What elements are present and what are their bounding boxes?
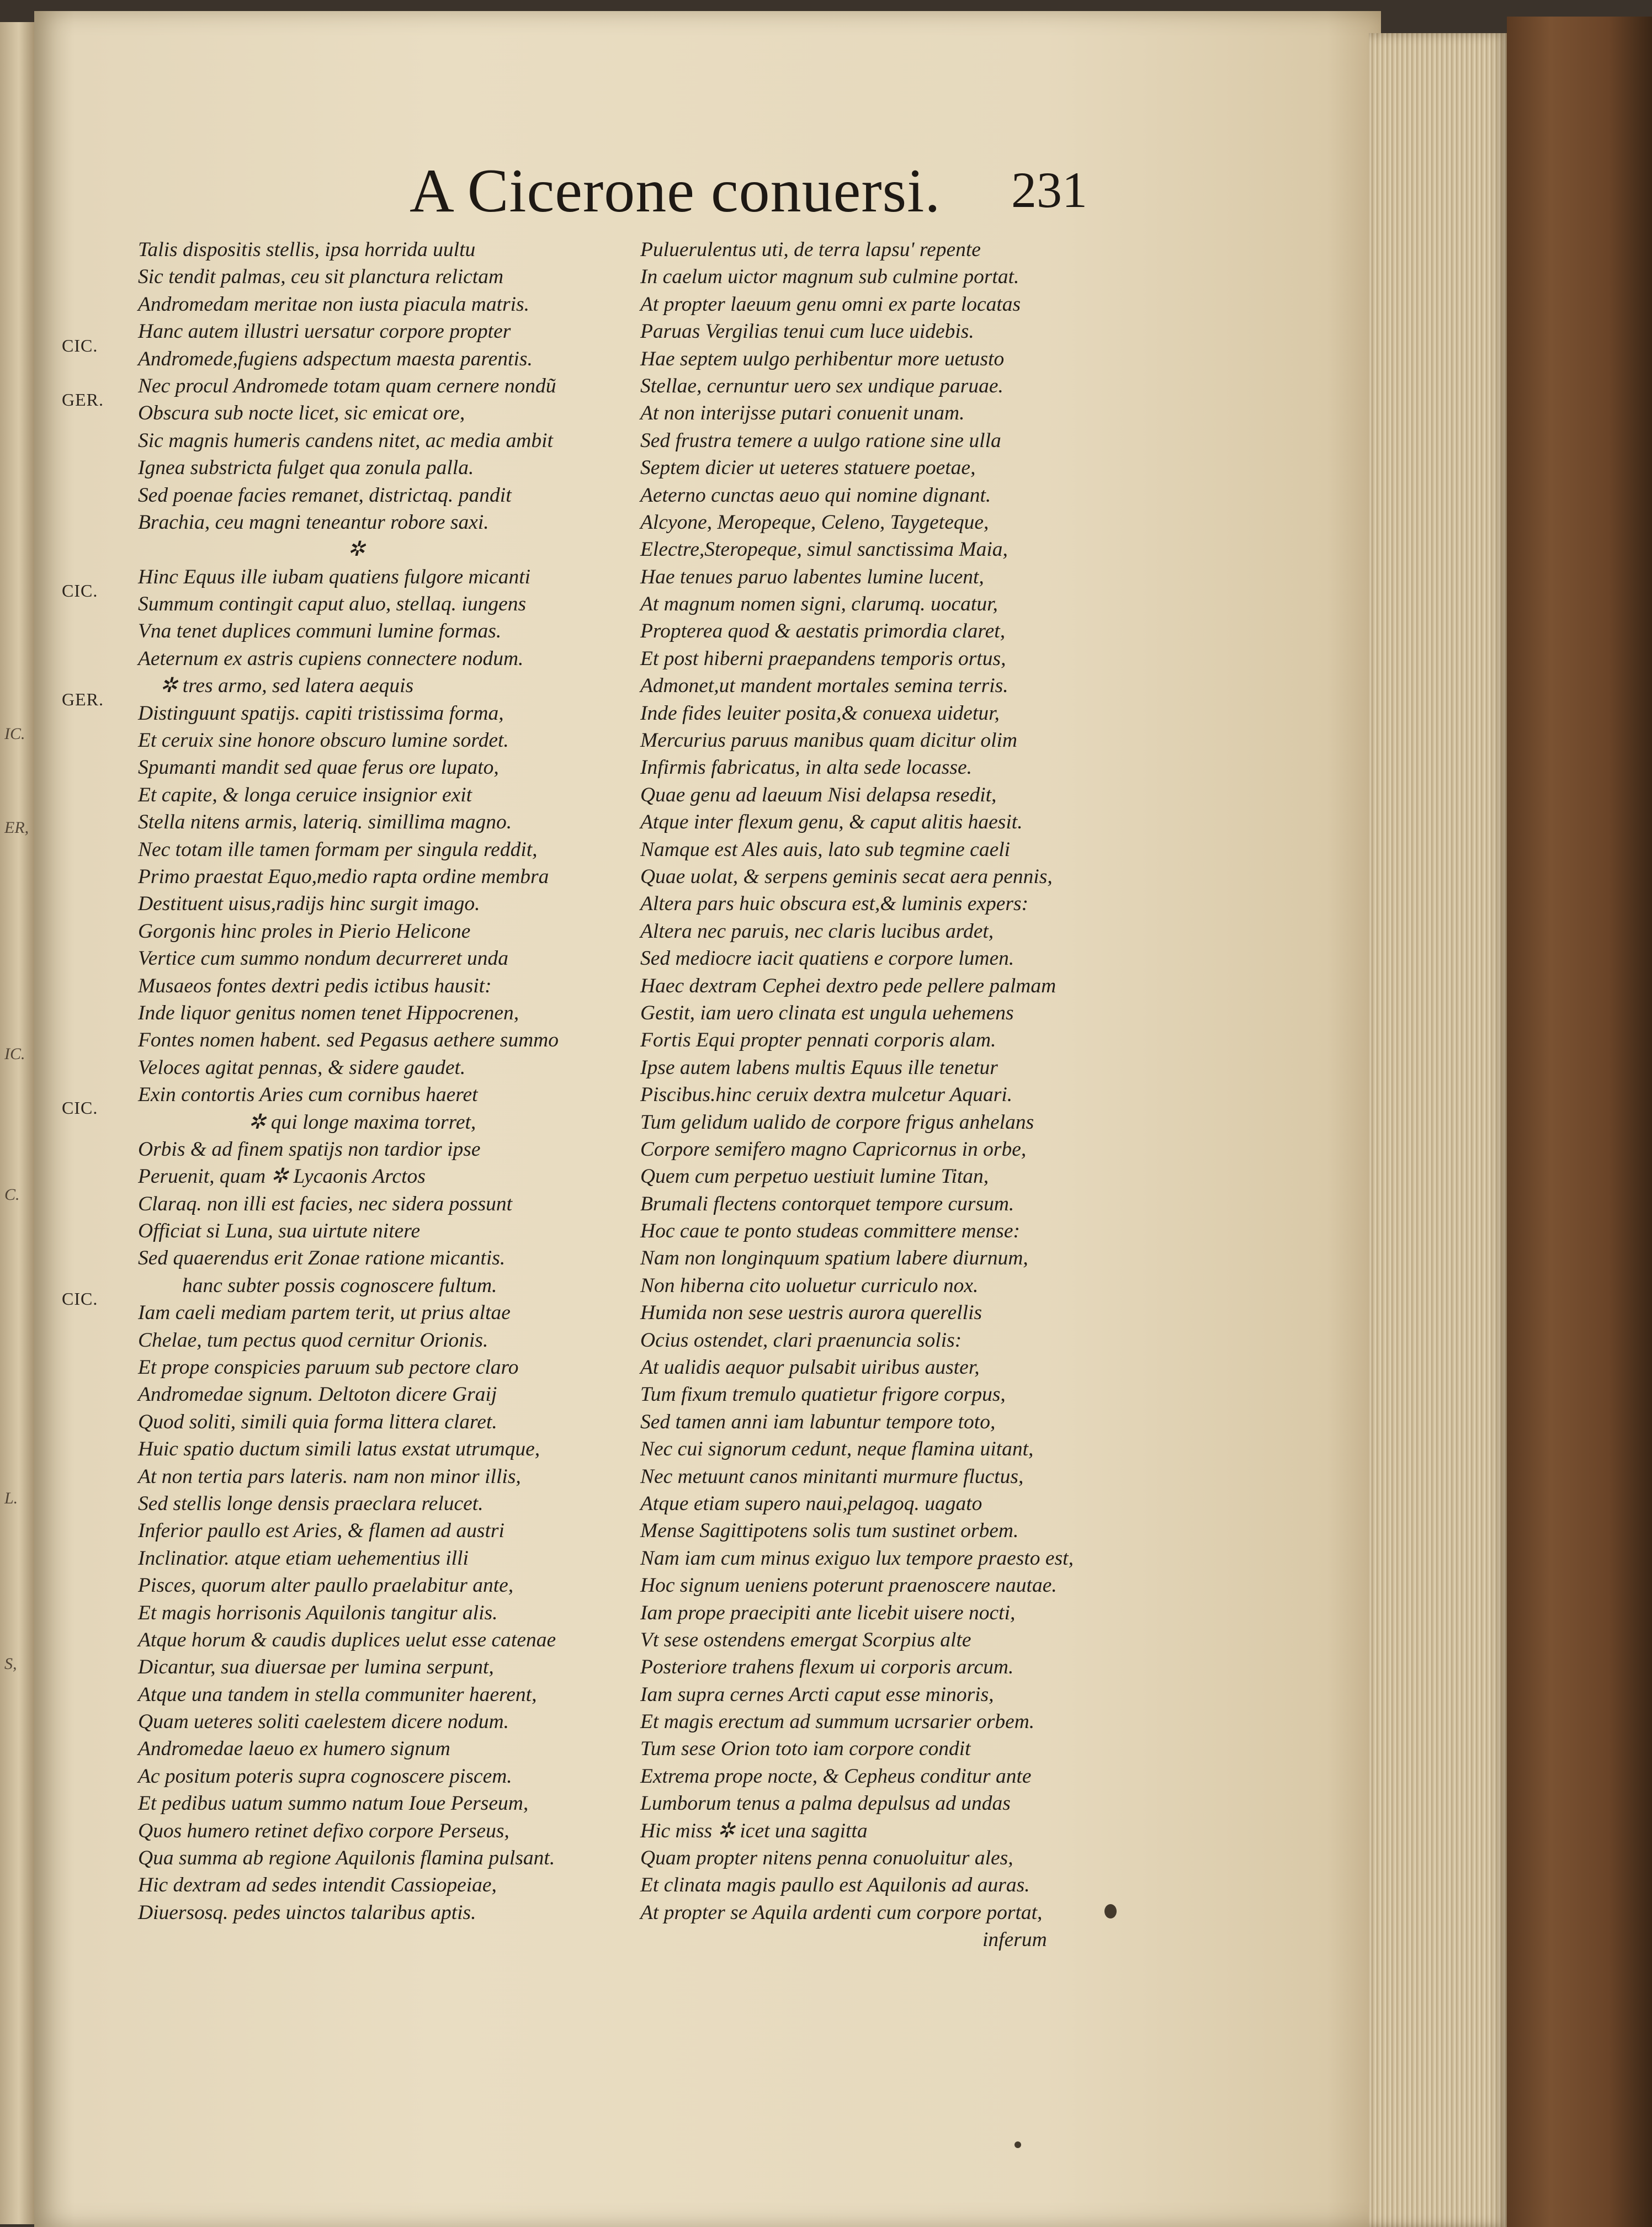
verse-line: Piscibus.hinc ceruix dextra mulcetur Aquari. <box>640 1083 1013 1107</box>
verse-line: Hic miss ✲ icet una sagitta <box>640 1819 868 1842</box>
verse-line: Septem dicier ut ueteres statuere poetae, <box>640 456 976 480</box>
running-head: A Cicerone conuersi. <box>410 157 941 225</box>
facing-page-note: IC. <box>4 1045 25 1063</box>
verse-line: Haec dextram Cephei dextro pede pellere palmam <box>640 974 1056 997</box>
facing-page-note: C. <box>4 1186 20 1204</box>
verse-line: Gorgonis hinc proles in Pierio Helicone <box>138 919 471 943</box>
verse-line: Vna tenet duplices communi lumine formas. <box>138 620 502 643</box>
verse-line: Destituent uisus,radijs hinc surgit imago. <box>138 892 480 916</box>
verse-line: inferum <box>982 1928 1047 1952</box>
verse-line: Inde fides leuiter posita,& conuexa uidetur, <box>640 701 1000 725</box>
verse-line: Summum contingit caput aluo, stellaq. iungens <box>138 593 527 616</box>
verse-line: Brachia, ceu magni teneantur robore saxi. <box>138 511 489 534</box>
verse-line: Andromede,fugiens adspectum maesta parentis. <box>138 347 533 370</box>
verse-line: Hae tenues paruo labentes lumine lucent, <box>640 565 984 588</box>
verse-line: Quam propter nitens penna conuoluitur ales, <box>640 1847 1013 1870</box>
verse-line: Tum sese Orion toto iam corpore condit <box>640 1737 971 1761</box>
verse-line: Namque est Ales auis, lato sub tegmine caeli <box>640 838 1011 861</box>
verse-line: Posteriore trahens flexum ui corporis arcum. <box>640 1656 1014 1679</box>
verse-line: Quae uolat, & serpens geminis secat aera pennis, <box>640 865 1053 888</box>
verse-line: Spumanti mandit sed quae ferus ore lupato, <box>138 756 499 779</box>
verse-line: Hanc autem illustri uersatur corpore propter <box>138 320 511 343</box>
verse-line: Obscura sub nocte licet, sic emicat ore, <box>138 402 465 425</box>
verse-line: Tum gelidum ualido de corpore frigus anhelans <box>640 1110 1034 1134</box>
verse-line: Nec cui signorum cedunt, neque flamina uitant, <box>640 1438 1034 1461</box>
verse-line: Dicantur, sua diuersae per lumina serpunt, <box>138 1656 494 1679</box>
verse-line: At propter laeuum genu omni ex parte locatas <box>640 293 1021 316</box>
verse-line: Quam ueteres soliti caelestem dicere nodum. <box>138 1710 509 1734</box>
verse-line: Electre,Steropeque, simul sanctissima Maia, <box>640 538 1008 561</box>
verse-line: Vertice cum summo nondum decurreret unda <box>138 947 509 970</box>
verse-line: Inclinatior. atque etiam uehementius illi <box>138 1546 469 1570</box>
verse-line: Hoc signum ueniens poterunt praenoscere nautae. <box>640 1574 1057 1597</box>
verse-line: At non interijsse putari conuenit unam. <box>640 402 965 425</box>
facing-page-note: S, <box>4 1655 17 1673</box>
verse-line: Sic magnis humeris candens nitet, ac media ambit <box>138 429 553 452</box>
page-fore-edge <box>1369 33 1507 2227</box>
verse-line: Stella nitens armis, lateriq. simillima magno. <box>138 811 512 834</box>
verse-line: Brumali flectens contorquet tempore cursum. <box>640 1192 1014 1215</box>
margin-note: GER. <box>62 390 104 410</box>
verse-line: Nec metuunt canos minitanti murmure fluctus, <box>640 1465 1024 1488</box>
verse-line: Altera nec paruis, nec claris lucibus ardet, <box>640 919 994 943</box>
verse-line: Sed stellis longe densis praeclara relucet. <box>138 1492 484 1515</box>
margin-note: CIC. <box>62 581 98 600</box>
verse-line: Sed tamen anni iam labuntur tempore toto, <box>640 1410 996 1433</box>
verse-line: Mercurius paruus manibus quam dicitur olim <box>640 729 1017 752</box>
verse-line: Atque inter flexum genu, & caput alitis haesit. <box>640 811 1023 834</box>
left-facing-page <box>0 22 34 2224</box>
verse-line: Extrema prope nocte, & Cepheus conditur ante <box>640 1764 1032 1788</box>
verse-line: Quod soliti, simili quia forma littera claret. <box>138 1410 497 1433</box>
verse-line: hanc subter possis cognoscere fultum. <box>182 1274 497 1297</box>
verse-line: Fontes nomen habent. sed Pegasus aethere summo <box>138 1029 559 1052</box>
verse-line: Quem cum perpetuo uestiuit lumine Titan, <box>640 1165 989 1188</box>
verse-line: Inferior paullo est Aries, & flamen ad austri <box>138 1519 504 1543</box>
margin-note: CIC. <box>62 336 98 355</box>
verse-line: Distinguunt spatijs. capiti tristissima forma, <box>138 701 504 725</box>
verse-line: Atque etiam supero naui,pelagoq. uagato <box>640 1492 982 1515</box>
margin-note: GER. <box>62 689 104 709</box>
verse-line: Diuersosq. pedes uinctos talaribus aptis. <box>138 1901 476 1924</box>
verse-line: Et capite, & longa ceruice insignior exit <box>138 783 472 806</box>
verse-line: Pisces, quorum alter paullo praelabitur ante, <box>138 1574 514 1597</box>
ink-stain <box>1014 2141 1021 2148</box>
verse-line: Vt sese ostendens emergat Scorpius alte <box>640 1628 971 1651</box>
verse-line: Talis dispositis stellis, ipsa horrida uultu <box>138 238 476 261</box>
verse-line: Stellae, cernuntur uero sex undique paruae. <box>640 374 1003 397</box>
verse-line: Sed poenae facies remanet, districtaq. pandit <box>138 483 512 507</box>
book-page <box>34 11 1381 2227</box>
verse-line: Atque una tandem in stella communiter haerent, <box>138 1683 537 1706</box>
verse-line: ✲ <box>348 538 365 561</box>
page-number: 231 <box>1011 162 1087 218</box>
verse-line: Tum fixum tremulo quatietur frigore corpus, <box>640 1383 1006 1406</box>
verse-line: Chelae, tum pectus quod cernitur Orionis. <box>138 1328 488 1352</box>
verse-line: Atque horum & caudis duplices uelut esse catenae <box>138 1628 556 1651</box>
verse-line: Corpore semifero magno Capricornus in orbe, <box>640 1138 1027 1161</box>
verse-line: ✲ tres armo, sed latera aequis <box>160 674 414 698</box>
verse-line: Gestit, iam uero clinata est ungula uehemens <box>640 1001 1014 1024</box>
verse-line: Nec procul Andromede totam quam cernere nondũ <box>138 374 556 397</box>
facing-page-note: L. <box>4 1489 18 1507</box>
verse-line: Infirmis fabricatus, in alta sede locasse. <box>640 756 973 779</box>
verse-line: Humida non sese uestris aurora querellis <box>640 1301 982 1325</box>
verse-line: Veloces agitat pennas, & sidere gaudet. <box>138 1056 466 1079</box>
verse-line: In caelum uictor magnum sub culmine portat. <box>640 265 1019 289</box>
verse-line: Alcyone, Meropeque, Celeno, Taygeteque, <box>640 511 989 534</box>
verse-line: Et magis horrisonis Aquilonis tangitur alis. <box>138 1601 498 1624</box>
verse-line: Iam prope praecipiti ante licebit uisere nocti, <box>640 1601 1016 1624</box>
verse-line: Paruas Vergilias tenui cum luce uidebis. <box>640 320 974 343</box>
verse-line: Aeterno cunctas aeuo qui nomine dignant. <box>640 483 991 507</box>
verse-line: Hic dextram ad sedes intendit Cassiopeiae, <box>138 1874 497 1897</box>
verse-line: Nam iam cum minus exiguo lux tempore praesto est, <box>640 1546 1074 1570</box>
right-text-column <box>640 236 1198 1954</box>
verse-line: Et post hiberni praepandens temporis ortus, <box>640 647 1006 670</box>
verse-line: Ocius ostendet, clari praenuncia solis: <box>640 1328 962 1352</box>
verse-line: Qua summa ab regione Aquilonis flamina pulsant. <box>138 1847 555 1870</box>
verse-line: Sic tendit palmas, ceu sit planctura relictam <box>138 265 504 289</box>
verse-line: Aeternum ex astris cupiens connectere nodum. <box>138 647 524 670</box>
margin-note: CIC. <box>62 1098 98 1118</box>
page-header <box>410 157 1127 237</box>
verse-line: Mense Sagittipotens solis tum sustinet orbem. <box>640 1519 1019 1543</box>
verse-line: Iam caeli mediam partem terit, ut prius altae <box>138 1301 511 1325</box>
verse-line: Inde liquor genitus nomen tenet Hippocrenen, <box>138 1001 519 1024</box>
verse-line: Et ceruix sine honore obscuro lumine sordet. <box>138 729 509 752</box>
verse-line: Nam non longinquum spatium labere diurnum, <box>640 1247 1028 1270</box>
verse-line: Sed mediocre iacit quatiens e corpore lumen. <box>640 947 1014 970</box>
verse-line: Hinc Equus ille iubam quatiens fulgore micanti <box>138 565 531 588</box>
verse-line: Admonet,ut mandent mortales semina terris. <box>640 674 1008 698</box>
verse-line: Officiat si Luna, sua uirtute nitere <box>138 1220 421 1243</box>
verse-line: Et magis erectum ad summum ucrsarier orbem. <box>640 1710 1035 1734</box>
verse-line: Hoc caue te ponto studeas committere mense: <box>640 1220 1021 1243</box>
verse-line: Et clinata magis paullo est Aquilonis ad auras. <box>640 1874 1030 1897</box>
verse-line: Quos humero retinet defixo corpore Perseus, <box>138 1819 509 1842</box>
verse-line: Sed frustra temere a uulgo ratione sine ulla <box>640 429 1001 452</box>
verse-line: At magnum nomen signi, clarumq. uocatur, <box>640 593 998 616</box>
verse-line: Ignea substricta fulget qua zonula palla. <box>138 456 474 480</box>
verse-line: Et pedibus uatum summo natum Ioue Perseum, <box>138 1792 529 1815</box>
verse-line: Exin contortis Aries cum cornibus haeret <box>138 1083 478 1107</box>
margin-note: CIC. <box>62 1289 98 1309</box>
verse-line: At non tertia pars lateris. nam non minor illis, <box>138 1465 521 1488</box>
verse-line: Claraq. non illi est facies, nec sidera possunt <box>138 1192 513 1215</box>
verse-line: Ac positum poteris supra cognoscere piscem. <box>138 1764 512 1788</box>
verse-line: Ipse autem labens multis Equus ille tenetur <box>640 1056 998 1079</box>
verse-line: Sed quaerendus erit Zonae ratione micantis. <box>138 1247 506 1270</box>
verse-line: ✲ qui longe maxima torret, <box>248 1110 476 1134</box>
verse-line: Propterea quod & aestatis primordia claret, <box>640 620 1006 643</box>
verse-line: Primo praestat Equo,medio rapta ordine membra <box>138 865 549 888</box>
ink-stain <box>1104 1904 1117 1918</box>
verse-line: Hae septem uulgo perhibentur more uetusto <box>640 347 1005 370</box>
verse-line: Andromedae laeuo ex humero signum <box>138 1737 450 1761</box>
left-text-column <box>138 236 662 1926</box>
verse-line: Lumborum tenus a palma depulsus ad undas <box>640 1792 1011 1815</box>
verse-line: Andromedam meritae non iusta piacula matris. <box>138 293 529 316</box>
verse-line: At ualidis aequor pulsabit uiribus auster, <box>640 1356 980 1379</box>
verse-line: At propter se Aquila ardenti cum corpore portat, <box>640 1901 1043 1924</box>
verse-line: Orbis & ad finem spatijs non tardior ipse <box>138 1138 481 1161</box>
verse-line: Et prope conspicies paruum sub pectore claro <box>138 1356 519 1379</box>
verse-line: Andromedae signum. Deltoton dicere Graij <box>138 1383 497 1406</box>
verse-line: Non hiberna cito uoluetur curriculo nox. <box>640 1274 979 1297</box>
facing-page-note: IC. <box>4 725 25 743</box>
facing-page-note: ER, <box>4 818 29 837</box>
verse-line: Musaeos fontes dextri pedis ictibus hausit: <box>138 974 492 997</box>
verse-line: Quae genu ad laeuum Nisi delapsa resedit, <box>640 783 997 806</box>
verse-line: Nec totam ille tamen formam per singula reddit, <box>138 838 538 861</box>
book-binding <box>1507 17 1652 2227</box>
verse-line: Altera pars huic obscura est,& luminis expers: <box>640 892 1029 916</box>
verse-line: Huic spatio ductum simili latus exstat utrumque, <box>138 1438 540 1461</box>
verse-line: Puluerulentus uti, de terra lapsu' repente <box>640 238 981 261</box>
verse-line: Fortis Equi propter pennati corporis alam. <box>640 1029 996 1052</box>
verse-line: Iam supra cernes Arcti caput esse minoris, <box>640 1683 994 1706</box>
verse-line: Peruenit, quam ✲ Lycaonis Arctos <box>138 1165 426 1188</box>
